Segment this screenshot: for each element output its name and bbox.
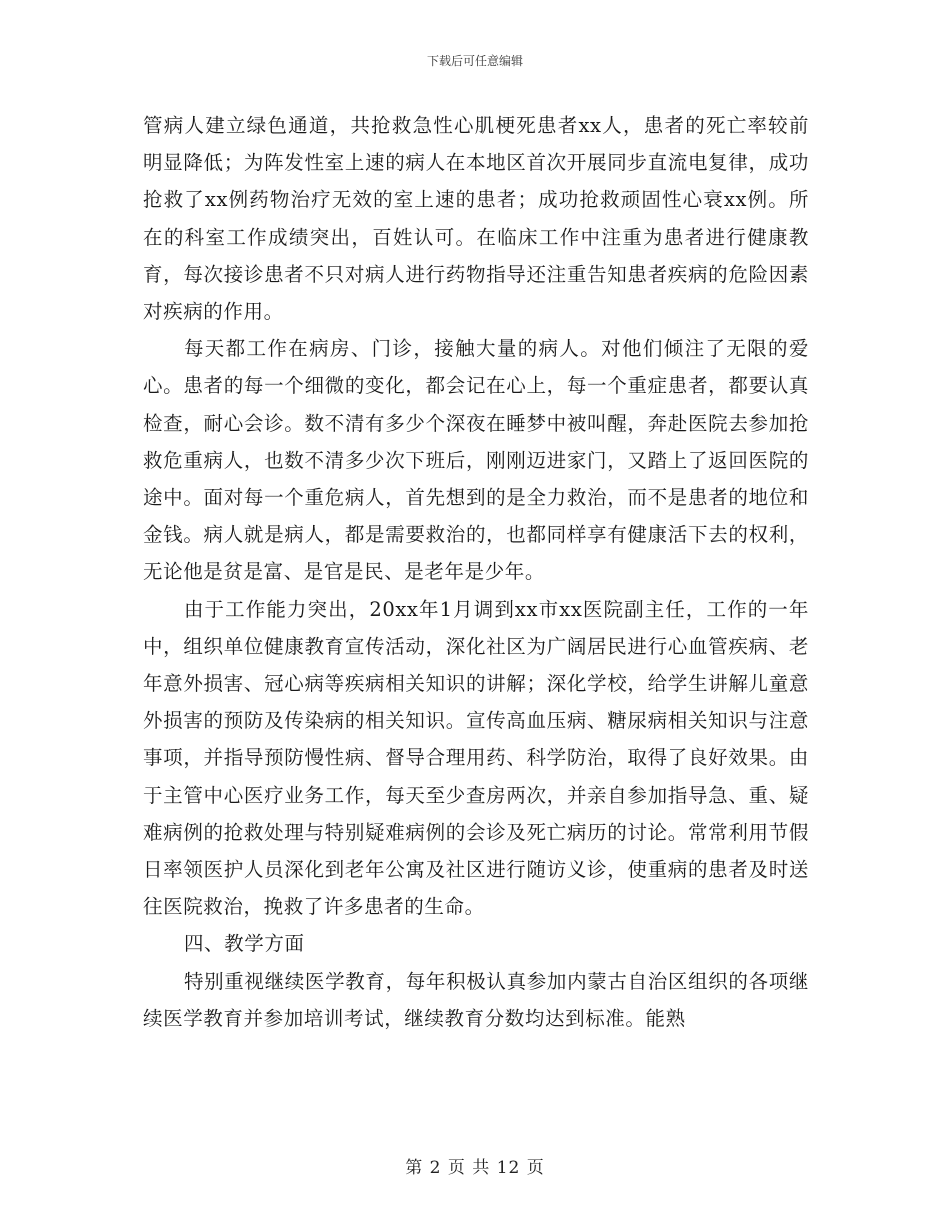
document-body xyxy=(143,107,809,1037)
paragraph-2: 每天都工作在病房、门诊，接触大量的病人。对他们倾注了无限的爱心。患者的每一个细微的变化，都会记在心上，每一个重症患者，都要认真检查，耐心会诊。数不清有多少个深夜在睡梦中被叫醒，奔赴医院去参加抢救危重病人，也数不清多少次下班后，刚刚迈进家门，又踏上了返回医院的途中。面对每一个重危病人，首先想到的是全力救治，而不是患者的地位和金钱。病人就是病人，都是需要救治的，也都同样享有健康活下去的权利，无论他是贫是富、是官是民、是老年是少年。 xyxy=(143,337,809,584)
paragraph-3: 由于工作能力突出，20xx年1月调到xx市xx医院副主任，工作的一年中，组织单位健康教育宣传活动，深化社区为广阔居民进行心血管疾病、老年意外损害、冠心病等疾病相关知识的讲解；深化学校，给学生讲解儿童意外损害的预防及传染病的相关知识。宣传高血压病、糖尿病相关知识与注意事项，并指导预防慢性病、督导合理用药、科学防治，取得了良好效果。由于主管中心医疗业务工作，每天至少查房两次，并亲自参加指导急、重、疑难病例的抢救处理与特别疑难病例的会诊及死亡病历的讨论。常常利用节假日率领医护人员深化到老年公寓及社区进行随访义诊，使重病的患者及时送往医院救治，挽救了许多患者的生命。 xyxy=(143,597,809,919)
section-heading-teaching: 四、教学方面 xyxy=(183,932,305,956)
page-header: 下载后可任意编辑 xyxy=(426,54,523,68)
page-footer: 第 2 页 共 12 页 xyxy=(405,1158,545,1178)
paragraph-4: 特别重视继续医学教育，每年积极认真参加内蒙古自治区组织的各项继续医学教育并参加培训考试，继续教育分数均达到标准。能熟 xyxy=(143,969,809,1030)
paragraph-1: 管病人建立绿色通道，共抢救急性心肌梗死患者xx人，患者的死亡率较前明显降低；为阵发性室上速的病人在本地区首次开展同步直流电复律，成功抢救了xx例药物治疗无效的室上速的患者；成功抢救顽固性心衰xx例。所在的科室工作成绩突出，百姓认可。在临床工作中注重为患者进行健康教育，每次接诊患者不只对病人进行药物指导还注重告知患者疾病的危险因素对疾病的作用。 xyxy=(143,114,809,324)
